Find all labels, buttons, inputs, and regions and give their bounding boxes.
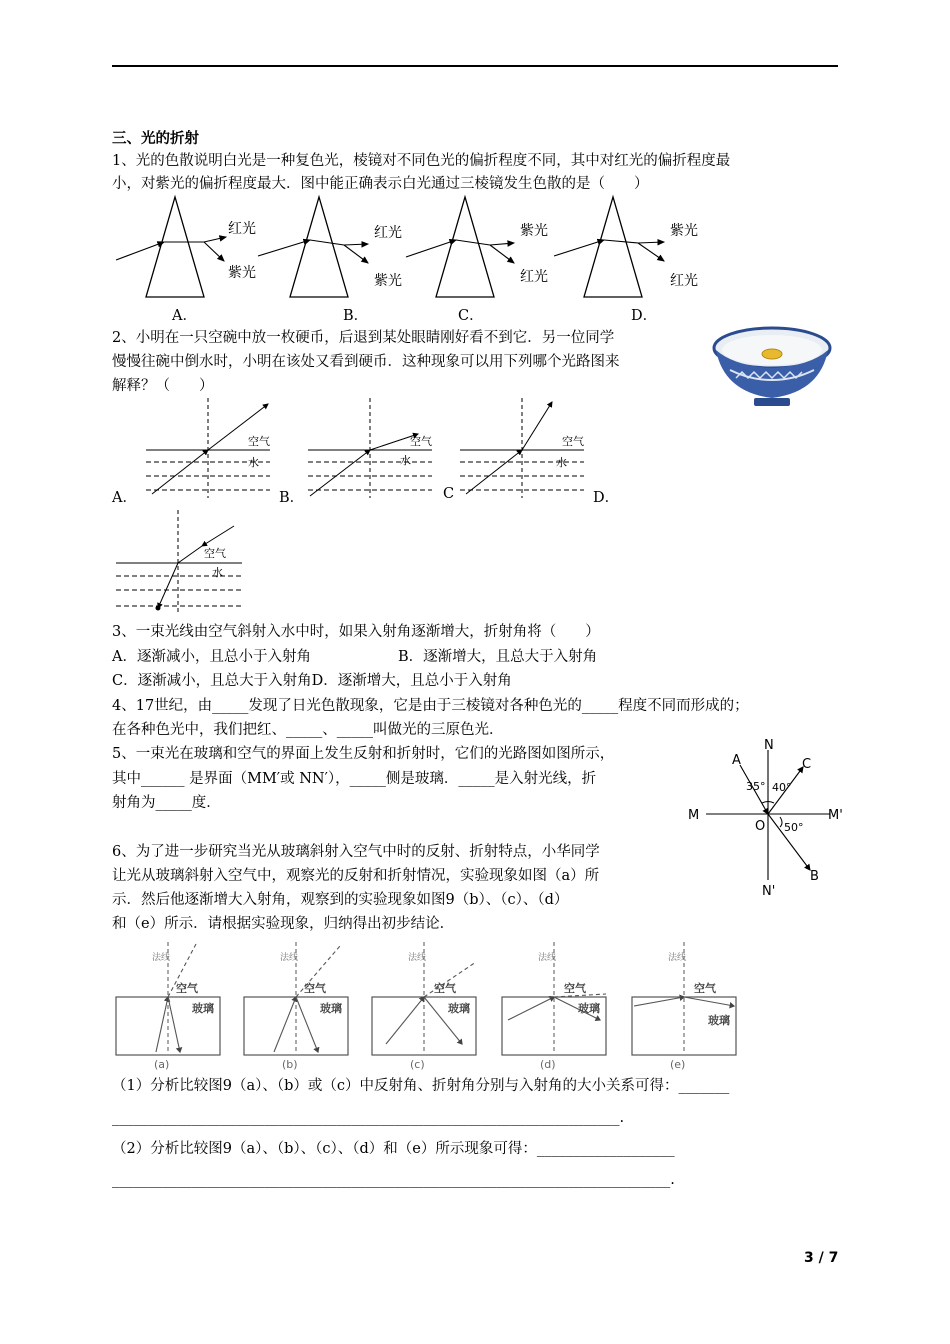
q1-option-c: C．: [458, 308, 484, 324]
q6-e-caption: (e): [670, 1058, 686, 1071]
q6-d-glass-label: 玻璃: [578, 1002, 600, 1015]
q2-line1: 2、小明在一只空碗中放一枚硬币，后退到某处眼睛刚好看不到它．另一位同学: [112, 330, 615, 346]
q4-line1: 4、17世纪，由_____发现了日光色散现象，它是由于三棱镜对各种色光的_____程度不同而形成的；: [112, 698, 749, 714]
q2-d-water-label: 水: [212, 566, 223, 579]
page-number: 3 / 7: [804, 1250, 839, 1266]
q6-line1: 6、为了进一步研究当光从玻璃斜射入空气中时的反射、折射特点，小华同学: [112, 844, 600, 860]
q2-diagram-a: [146, 398, 270, 498]
prism-b: [258, 197, 402, 297]
q6-e-glass-label: 玻璃: [708, 1014, 730, 1027]
q5-line1: 5、一束光在玻璃和空气的界面上发生反射和折射时，它们的光路图如图所示，: [112, 746, 615, 762]
q2-option-b: B．: [279, 490, 305, 506]
q1-option-b: B．: [343, 308, 369, 324]
q2-option-d: D．: [593, 490, 620, 506]
q6-sub2: （2）分析比较图9（a）、（b）、（c）、（d）和（e）所示现象可得：___________________: [112, 1141, 675, 1157]
q2-c-air-label: 空气: [562, 435, 584, 448]
q6-experiment-figures: [112, 940, 752, 1072]
q6-e-normal-label: 法线: [668, 953, 687, 963]
prism-b-top-label: 红光: [374, 225, 402, 241]
q6-c-caption: (c): [410, 1058, 425, 1071]
q1-option-a: A．: [172, 308, 197, 324]
q2-diagram-b: [308, 398, 432, 498]
q6-b-glass-label: 玻璃: [320, 1002, 342, 1015]
prism-a-top-label: 红光: [228, 221, 256, 237]
q5-label-c: C: [802, 757, 812, 772]
q2-a-water-label: 水: [248, 456, 259, 469]
q5-angle-50: 50°: [784, 821, 804, 834]
q2-a-air-label: 空气: [248, 435, 270, 448]
q6-c-air-label: 空气: [434, 982, 456, 995]
q6-c-normal-label: 法线: [408, 953, 427, 963]
q2-option-c: C: [443, 486, 455, 502]
q1-prism-diagrams: [112, 193, 712, 301]
q1-line2: 小，对紫光的偏折程度最大．图中能正确表示白光通过三棱镜发生色散的是（ ）: [112, 176, 649, 192]
q3-option-cd: C．逐渐减小，且总大于入射角D．逐渐增大，且总小于入射角: [112, 673, 512, 689]
q6-a-normal-label: 法线: [152, 953, 171, 963]
q6-e-air-label: 空气: [694, 982, 716, 995]
q6-line3: 示．然后他逐渐增大入射角，观察到的实验现象如图9（b）、（c）、（d）: [112, 892, 569, 908]
q1-option-d: D．: [631, 308, 658, 324]
q2-light-path-diagrams: [138, 398, 608, 500]
q5-reflection-diagram: [688, 735, 848, 900]
q6-line4: 和（e）所示．请根据实验现象，归纳得出初步结论．: [112, 916, 455, 932]
q4-line2: 在各种色光中，我们把红、_____、_____叫做光的三原色光．: [112, 722, 504, 738]
q5-label-m-prime: M': [828, 808, 843, 823]
q1-line1: 1、光的色散说明白光是一种复色光，棱镜对不同色光的偏折程度不同，其中对红光的偏折程度最: [112, 153, 731, 169]
prism-c: [406, 197, 548, 297]
prism-a: [116, 197, 256, 297]
q5-label-b: B: [810, 869, 819, 884]
q6-a-caption: (a): [154, 1058, 170, 1071]
q2-option-a: A．: [112, 490, 137, 506]
q6-b-air-label: 空气: [304, 982, 326, 995]
q2-diagram-d: [108, 508, 248, 616]
q3-option-b: B．逐渐增大，且总大于入射角: [398, 649, 598, 665]
q6-b-normal-label: 法线: [280, 953, 299, 963]
prism-b-bottom-label: 紫光: [374, 273, 402, 289]
q5-line3: 射角为_____度．: [112, 795, 221, 811]
q6-c-glass-label: 玻璃: [448, 1002, 470, 1015]
q6-figure-d: [502, 942, 606, 1071]
section-title: 三、光的折射: [112, 131, 199, 147]
q5-angle-35: 35°: [746, 780, 766, 793]
q2-b-air-label: 空气: [410, 435, 432, 448]
q6-d-caption: (d): [540, 1058, 556, 1071]
q6-a-air-label: 空气: [176, 982, 198, 995]
q5-line2: 其中______ 是界面（MM′或 NN′），_____侧是玻璃．_____是入射光线，折: [112, 771, 597, 787]
q6-d-normal-label: 法线: [538, 953, 557, 963]
q5-label-m: M: [688, 808, 700, 823]
q6-d-air-label: 空气: [564, 982, 586, 995]
prism-d-bottom-label: 红光: [670, 273, 698, 289]
q2-b-water-label: 水: [400, 454, 411, 467]
q5-angle-40: 40°: [772, 781, 792, 794]
prism-c-top-label: 紫光: [520, 223, 548, 239]
q5-label-n: N: [764, 738, 774, 753]
q2-line3: 解释？（ ）: [112, 378, 214, 394]
q5-label-a: A: [732, 753, 741, 768]
q6-figure-b: [244, 942, 348, 1071]
prism-c-bottom-label: 红光: [520, 269, 548, 285]
bowl-with-coin-image: [710, 320, 835, 410]
q6-sub1: （1）分析比较图9（a）、（b）或（c）中反射角、折射角分别与入射角的大小关系可得：_______: [112, 1078, 730, 1094]
q6-sub2-answer-line: _____________________________________________________________________________.: [112, 1172, 675, 1188]
q6-line2: 让光从玻璃斜射入空气中，观察光的反射和折射情况，实验现象如图（a）所: [112, 868, 600, 884]
q6-figure-e: [632, 942, 736, 1071]
q3-line1: 3、一束光线由空气斜射入水中时，如果入射角逐渐增大，折射角将（ ）: [112, 624, 600, 640]
q2-d-air-label: 空气: [204, 547, 226, 560]
q6-b-caption: (b): [282, 1058, 298, 1071]
q3-option-a: A．逐渐减小，且总小于入射角: [112, 649, 311, 665]
q5-label-o: O: [755, 819, 766, 834]
prism-d-top-label: 紫光: [670, 223, 698, 239]
prism-d: [554, 197, 698, 297]
q6-sub1-answer-line: ______________________________________________________________________.: [112, 1110, 625, 1126]
q2-diagram-c: [460, 398, 584, 498]
q5-label-n-prime: N': [762, 884, 776, 899]
q6-figure-a: [116, 942, 220, 1071]
q2-c-water-label: 水: [556, 456, 567, 469]
q2-line2: 慢慢往碗中倒水时，小明在该处又看到硬币．这种现象可以用下列哪个光路图来: [112, 354, 620, 370]
header-rule: [112, 65, 838, 67]
q6-a-glass-label: 玻璃: [192, 1002, 214, 1015]
prism-a-bottom-label: 紫光: [228, 265, 256, 281]
q6-figure-c: [372, 942, 476, 1071]
